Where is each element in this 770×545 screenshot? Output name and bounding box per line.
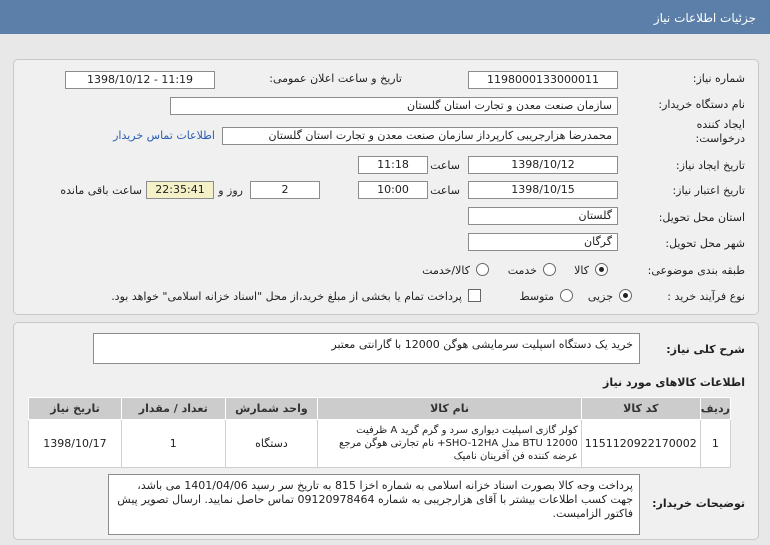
row-date: 1398/10/17 <box>29 420 122 468</box>
row-unit: دستگاه <box>225 420 318 468</box>
buyer-notes-label: توضیحات خریدار: <box>652 497 745 510</box>
goods-section-title: اطلاعات کالاهای مورد نیاز <box>603 376 745 389</box>
time-remaining-field: 22:35:41 <box>146 181 214 199</box>
category-label: طبقه بندی موضوعی: <box>647 264 745 277</box>
validity-date-field: 1398/10/15 <box>468 181 618 199</box>
treasury-payment-note: پرداخت تمام یا بخشی از مبلغ خرید،از محل "اسناد خزانه اسلامی" خواهد بود. <box>111 290 462 303</box>
creator-field: محمدرضا هزارجریبی کارپرداز سازمان صنعت معدن و تجارت استان گلستان <box>222 127 618 145</box>
buyer-field: سازمان صنعت معدن و تجارت استان گلستان <box>170 97 618 115</box>
category-service-radio[interactable] <box>543 263 556 276</box>
goods-table <box>28 397 731 468</box>
creator-label: ایجاد کننده درخواست: <box>695 118 745 145</box>
days-remaining-field: 2 <box>250 181 320 199</box>
days-label: روز و <box>218 184 243 197</box>
general-description-field: خرید یک دستگاه اسپلیت سرمایشی هوگن 12000 با گارانتی معتبر <box>93 333 640 364</box>
time-remaining-label: ساعت باقی مانده <box>60 184 142 197</box>
col-index: ردیف <box>700 398 730 420</box>
purchase-process-label: نوع فرآیند خرید : <box>667 290 745 303</box>
create-date-field: 1398/10/12 <box>468 156 618 174</box>
table-row <box>29 420 731 468</box>
create-time-field: 11:18 <box>358 156 428 174</box>
category-goods-service-radio[interactable] <box>476 263 489 276</box>
row-name: کولر گازی اسپلیت دیواری سرد و گرم گرید A ظرفیت 12000 BTU مدل SHO-12HA+ نام تجارتی هوگن مرجع عرضه کننده فن آفرینان نامیک <box>318 420 582 468</box>
city-field: گرگان <box>468 233 618 251</box>
validity-time-label: ساعت <box>430 184 460 197</box>
row-qty: 1 <box>121 420 225 468</box>
page-header <box>0 0 770 34</box>
create-date-label: تاریخ ایجاد نیاز: <box>675 159 745 172</box>
announce-datetime-field: 1398/10/12 - 11:19 <box>65 71 215 89</box>
col-unit: واحد شمارش <box>225 398 318 420</box>
buyer-contact-link[interactable]: اطلاعات تماس خریدار <box>113 129 215 142</box>
create-time-label: ساعت <box>430 159 460 172</box>
need-number-field: 1198000133000011 <box>468 71 618 89</box>
purchase-medium-label: متوسط <box>519 290 554 303</box>
buyer-notes-field: پرداخت وجه کالا بصورت اسناد خزانه اسلامی به شماره اخزا 815 به تاریخ سر رسید 1401/04/06 می باشد، جهت کسب اطلاعات بیشتر با آقای هزارجریبی به شماره 09120978464 تماس حاصل نمایید. ارسال تصویر پیش فاکتور الزامیست. <box>108 474 640 535</box>
province-label: استان محل تحویل: <box>658 211 745 224</box>
announce-label: تاریخ و ساعت اعلان عمومی: <box>269 72 402 85</box>
purchase-medium-radio[interactable] <box>560 289 573 302</box>
purchase-minor-radio[interactable] <box>619 289 632 302</box>
col-date: تاریخ نیاز <box>29 398 122 420</box>
goods-table-header <box>29 398 731 420</box>
purchase-minor-label: جزیی <box>587 290 613 303</box>
col-qty: تعداد / مقدار <box>121 398 225 420</box>
validity-date-label: تاریخ اعتبار نیاز: <box>672 184 745 197</box>
row-code: 1151120922170002 <box>581 420 700 468</box>
city-label: شهر محل تحویل: <box>665 237 745 250</box>
row-index: 1 <box>700 420 730 468</box>
need-number-label: شماره نیاز: <box>692 72 745 85</box>
category-goods-label: کالا <box>574 264 589 277</box>
category-goods-radio[interactable] <box>595 263 608 276</box>
col-code: کد کالا <box>581 398 700 420</box>
col-name: نام کالا <box>318 398 582 420</box>
buyer-label: نام دستگاه خریدار: <box>658 98 745 111</box>
province-field: گلستان <box>468 207 618 225</box>
treasury-payment-checkbox[interactable] <box>468 289 481 302</box>
category-service-label: خدمت <box>507 264 537 277</box>
general-description-label: شرح کلی نیاز: <box>666 343 745 356</box>
category-goods-service-label: کالا/خدمت <box>422 264 470 277</box>
page-title: جزئیات اطلاعات نیاز <box>653 11 756 25</box>
validity-time-field: 10:00 <box>358 181 428 199</box>
